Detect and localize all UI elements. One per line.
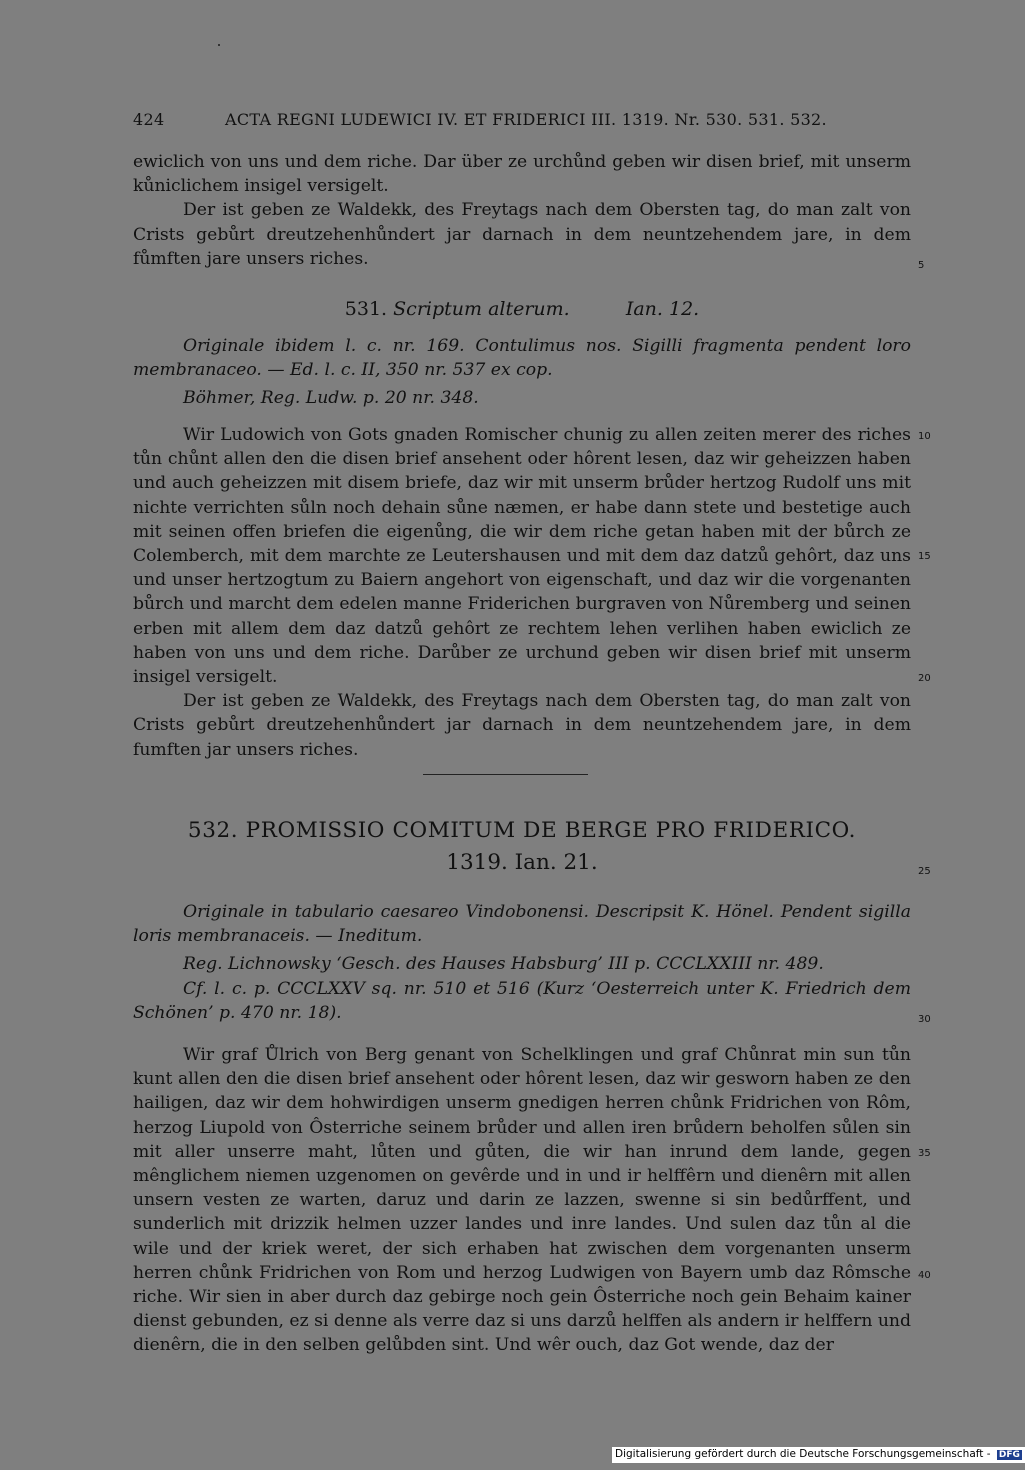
scan-speck [218,44,220,46]
line-number: 40 [918,1270,931,1281]
running-title: ACTA REGNI LUDEWICI IV. ET FRIDERICI III. 1319. Nr. 530. 531. 532. [225,110,827,129]
funding-text: Digitalisierung gefördert durch die Deutsche Forschungsgemeinschaft - [615,1448,991,1460]
line-number: 10 [918,431,931,442]
doc531-paragraph-2: Der ist geben ze Waldekk, des Freytags nach dem Obersten tag, do man zalt von Crists gebůrt dreutzehenhůndert jar darnach in dem neuntzehendem jare, in dem fumften jar unsers riches. [133,691,911,760]
doc532-cf-note: Cf. l. c. p. CCCLXXV sq. nr. 510 et 516 (Kurz ‘Oesterreich unter K. Friedrich dem Schönen’ p. 470 nr. 18). [133,978,911,1023]
doc532-title: 532. PROMISSIO COMITUM DE BERGE PRO FRIDERICO. [187,818,857,843]
line-number: 30 [918,1014,931,1025]
doc532-date: 1319. Ian. 21. [446,850,598,875]
doc531-regest-note: Böhmer, Reg. Ludw. p. 20 nr. 348. [183,388,479,409]
doc531-title: Scriptum alterum. [393,298,570,320]
doc532-paragraph: Wir graf Ůlrich von Berg genant von Schelklingen und graf Chůnrat min sun tůn kunt allen den die disen brief ansehent oder hôrent lesen, daz wir gesworn haben ze den hailigen, daz wir dem hohwirdigen unserm gnedigen herren chůnk Fridrichen von Rôm, herzog Liupold von Ôsterriche seinem brůder und allen iren brůdern beholfen sůlen sin mit aller unserre maht, lůten und gůten, die wir han inrund dem lande, gegen mênglichem niemen uzgenomen on gevêrde und in und ir helffêrn und dienêrn mit allen unsern vesten ze warten, daruz und darin ze lazzen, swenne si sin bedůrffent, und sunderlich mit drizzik helmen uzzer landes und inre landes. Und sulen daz tůn al die wile und der kriek weret, der sich erhaben hat zwischen dem vorgenanten unserm herren chůnk Fridrichen von Rom und herzog Ludwigen von Bayern umb daz Rômsche riche. Wir sien in aber durch daz gebirge noch gein Ôsterriche noch gein Behaim kainer dienst gebunden, ez si denne als verre daz si uns darzů helffen als andern ir helffern und dienêrn, die in den selben gelůbden sint. Und wêr ouch, daz Got wende, daz der [133,1045,911,1356]
doc531-paragraph-1: Wir Ludowich von Gots gnaden Romischer chunig zu allen zeiten merer des riches tůn chůnt allen den die disen brief ansehent oder hôrent lesen, daz wir geheizzen haben und auch geheizzen mit disem briefe, daz wir mit unserm brůder hertzog Rudolf uns mit nichte verrichten sůln noch dehain sůne næmen, er habe dann stete und bestetige auch mit seinen offen briefen die eigenůng, die wir dem riche getan haben mit der bůrch ze Colemberch, mit dem marchte ze Leutershausen und mit dem daz datzů gehôrt, daz uns und unser hertzogtum zu Baiern angehort von eigenschaft, und daz wir die vorgenanten bůrch und marcht dem edelen manne Friderichen burgraven von Nůremberg und seinen erben mit allem dem daz datzů gehôrt ze rechtem lehen verlihen haben ewiclich ze haben von uns und dem riche. Darůber ze urchund geben wir disen brief mit unserm insigel versigelt. [133,425,911,688]
page-number: 424 [133,110,165,129]
line-number: 20 [918,673,931,684]
doc530-text [133,150,911,271]
line-number: 5 [918,260,925,271]
doc531-heading [133,298,911,320]
doc530-paragraph-1: ewiclich von uns und dem riche. Dar über ze urchůnd geben wir disen brief, mit unserm kůniclichem insigel versigelt. [133,152,911,197]
doc531-notes [133,334,911,411]
doc532-source-note: Originale in tabulario caesareo Vindobonensi. Descripsit K. Hönel. Pendent sigilla loris membranaceis. — Ineditum. [133,902,911,947]
doc532-body [133,1043,911,1358]
line-number: 35 [918,1148,931,1159]
doc531-body [133,423,911,762]
doc530-paragraph-2: Der ist geben ze Waldekk, des Freytags nach dem Obersten tag, do man zalt von Crists gebůrt dreutzehenhůndert jar darnach in dem neuntzehendem jare, in dem fůmften jare unsers riches. [133,200,911,269]
doc531-source-note: Originale ibidem l. c. nr. 169. Contulimus nos. Sigilli fragmenta pendent loro membranaceo. — Ed. l. c. II, 350 nr. 537 ex cop. [133,336,911,381]
doc532-notes [133,900,911,1025]
section-divider [423,774,588,775]
line-number: 15 [918,551,931,562]
doc531-number: 531. [344,298,388,320]
line-number: 25 [918,866,931,877]
doc532-regest-note: Reg. Lichnowsky ‘Gesch. des Hauses Habsburg’ III p. CCCLXXIII nr. 489. [183,954,824,975]
funding-footer [612,1447,1025,1463]
dfg-logo: DFG [998,1450,1020,1460]
doc531-date: Ian. 12. [625,298,700,320]
